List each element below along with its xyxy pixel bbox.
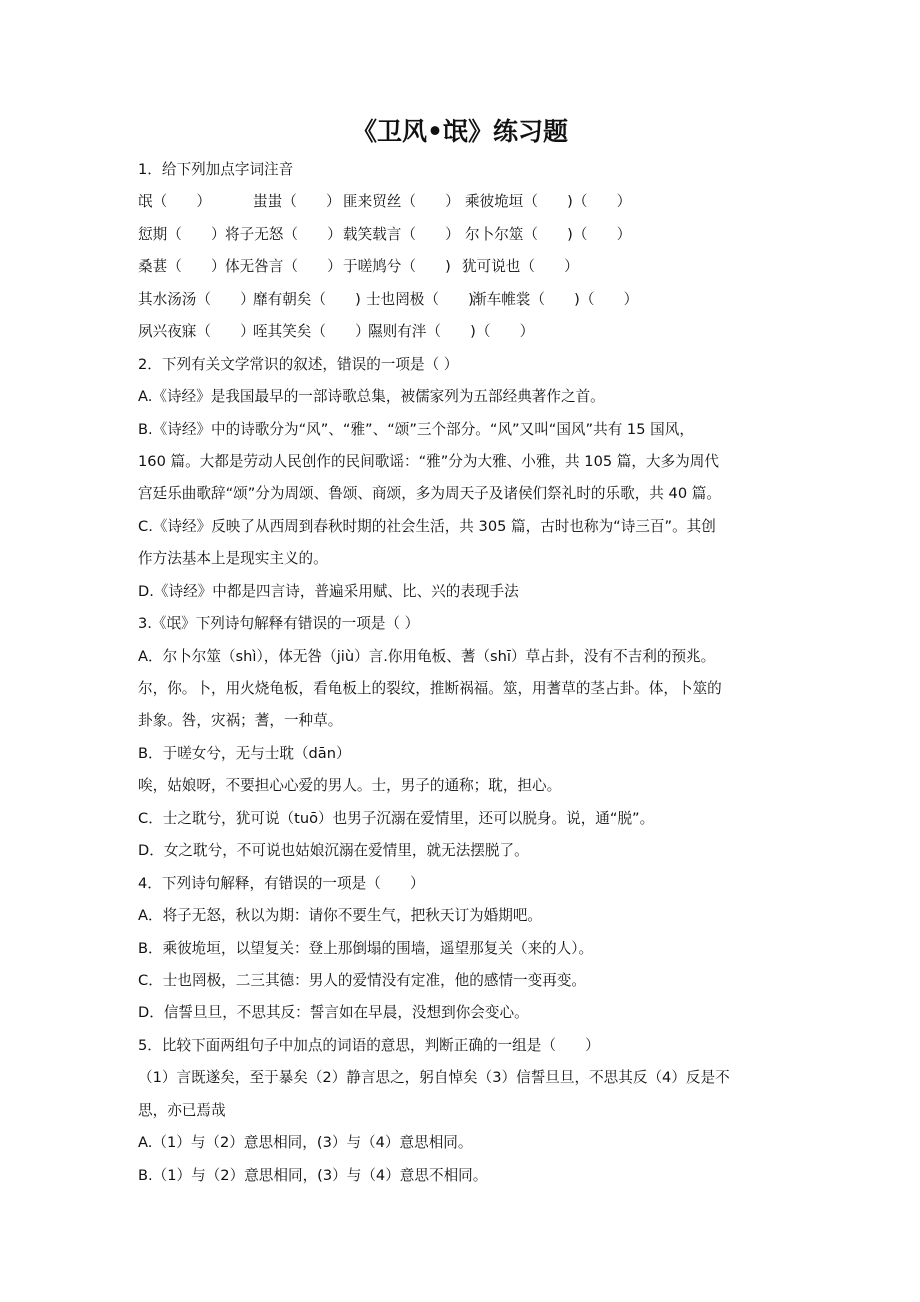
question-5-line: （1）言既遂矣，至于暴矣（2）静言思之，躬自悼矣（3）信誓旦旦，不思其反（4）反是不 bbox=[138, 1069, 730, 1087]
pinyin-item: 犹可说也（ ） bbox=[462, 258, 579, 276]
pinyin-item: 乘彼垝垣（ )（ ） bbox=[465, 193, 632, 211]
pinyin-item: 匪来贸丝（ ） bbox=[343, 193, 460, 211]
pinyin-item: 将子无怒（ ） bbox=[225, 225, 342, 243]
pinyin-row bbox=[138, 186, 798, 218]
question-3-stem: 3.《氓》下列诗句解释有错误的一项是（ ） bbox=[138, 615, 420, 633]
question-4-line: C．士也罔极，二三其德：男人的爱情没有定准，他的感情一变再变。 bbox=[138, 971, 587, 989]
document-body bbox=[138, 154, 798, 1192]
question-3-line: C．士之耽兮，犹可说（tuō）也男子沉溺在爱情里，还可以脱身。说，通“脱”。 bbox=[138, 809, 655, 827]
question-3-line: D．女之耽兮，不可说也姑娘沉溺在爱情里，就无法摆脱了。 bbox=[138, 842, 529, 860]
pinyin-item: 氓（ ） bbox=[138, 193, 211, 211]
pinyin-row bbox=[138, 284, 798, 316]
question-2-stem: 2．下列有关文学常识的叙述，错误的一项是（ ） bbox=[138, 355, 459, 373]
pinyin-item: 于嗟鸠兮（ ) bbox=[343, 258, 451, 276]
question-5-line: 思，亦已焉哉 bbox=[138, 1101, 226, 1119]
question-2-line: C.《诗经》反映了从西周到春秋时期的社会生活，共 305 篇，古时也称为“诗三百”。其创 bbox=[138, 517, 716, 535]
pinyin-item: 隰则有泮（ )（ ） bbox=[368, 323, 535, 341]
pinyin-item: 尔卜尔筮（ )（ ） bbox=[465, 225, 632, 243]
question-3-line: B．于嗟女兮，无与士耽（dān） bbox=[138, 744, 351, 762]
pinyin-item: 渐车帷裳（ )（ ） bbox=[472, 290, 639, 308]
question-3-line: A．尔卜尔筮（shì），体无咎（jiù）言.你用龟板、蓍（shī）草占卦，没有不吉利的预兆。 bbox=[138, 647, 716, 665]
question-4-line: A．将子无怒，秋以为期：请你不要生气，把秋天订为婚期吧。 bbox=[138, 907, 543, 925]
pinyin-item: 蚩蚩（ ） bbox=[253, 193, 341, 211]
question-2-line: B.《诗经》中的诗歌分为“风”、“雅”、“颂”三个部分。“风”又叫“国风”共有 15 国风， bbox=[138, 420, 694, 438]
pinyin-item: 其水汤汤（ ） bbox=[138, 290, 255, 308]
question-5-line: A.（1）与（2）意思相同，(3）与（4）意思相同。 bbox=[138, 1134, 473, 1152]
question-5-line: B.（1）与（2）意思相同，(3）与（4）意思不相同。 bbox=[138, 1166, 488, 1184]
question-3-line: 尔，你。卜，用火烧龟板，看龟板上的裂纹，推断祸福。筮，用蓍草的茎占卦。体，卜筮的 bbox=[138, 680, 722, 697]
question-2-line: A.《诗经》是我国最早的一部诗歌总集，被儒家列为五部经典著作之首。 bbox=[138, 388, 605, 406]
question-2-line: 160 篇。大都是劳动人民创作的民间歌谣：“雅”分为大雅、小雅，共 105 篇，大多为周代 bbox=[138, 452, 719, 470]
pinyin-item: 士也罔极（ ) bbox=[366, 290, 474, 308]
pinyin-item: 夙兴夜寐（ ） bbox=[138, 323, 255, 341]
pinyin-item: 桑葚（ ） bbox=[138, 258, 226, 276]
pinyin-row bbox=[138, 219, 798, 251]
question-2-line: 宫廷乐曲歌辞“颂”分为周颂、鲁颂、商颂，多为周天子及诸侯们祭礼时的乐歌，共 40 篇。 bbox=[138, 485, 721, 503]
question-4-line: D．信誓旦旦，不思其反：誓言如在早晨，没想到你会变心。 bbox=[138, 1004, 529, 1022]
pinyin-item: 体无咎言（ ） bbox=[225, 258, 342, 276]
pinyin-row bbox=[138, 251, 798, 283]
question-3-line: 卦象。咎，灾祸；蓍，一种草。 bbox=[138, 712, 343, 730]
question-5-stem: 5．比较下面两组句子中加点的词语的意思，判断正确的一组是（ ） bbox=[138, 1036, 600, 1054]
question-2-line: 作方法基本上是现实主义的。 bbox=[138, 550, 328, 568]
pinyin-item: 靡有朝矣（ ) bbox=[253, 290, 361, 308]
question-2-line: D.《诗经》中都是四言诗，普遍采用赋、比、兴的表现手法 bbox=[138, 582, 519, 600]
pinyin-row bbox=[138, 316, 798, 348]
question-1-stem: 1．给下列加点字词注音 bbox=[138, 161, 294, 178]
pinyin-item: 载笑载言（ ） bbox=[343, 225, 460, 243]
question-4-line: B．乘彼垝垣，以望复关：登上那倒塌的围墙，遥望那复关（来的人）。 bbox=[138, 939, 594, 957]
question-3-line: 唉，姑娘呀，不要担心心爱的男人。士，男子的通称；耽，担心。 bbox=[138, 777, 562, 795]
page-title: 《卫风•氓》练习题 bbox=[352, 117, 568, 146]
question-4-stem: 4．下列诗句解释，有错误的一项是（ ） bbox=[138, 874, 425, 892]
pinyin-item: 咥其笑矣（ ） bbox=[253, 323, 370, 341]
pinyin-item: 愆期（ ） bbox=[138, 225, 226, 243]
